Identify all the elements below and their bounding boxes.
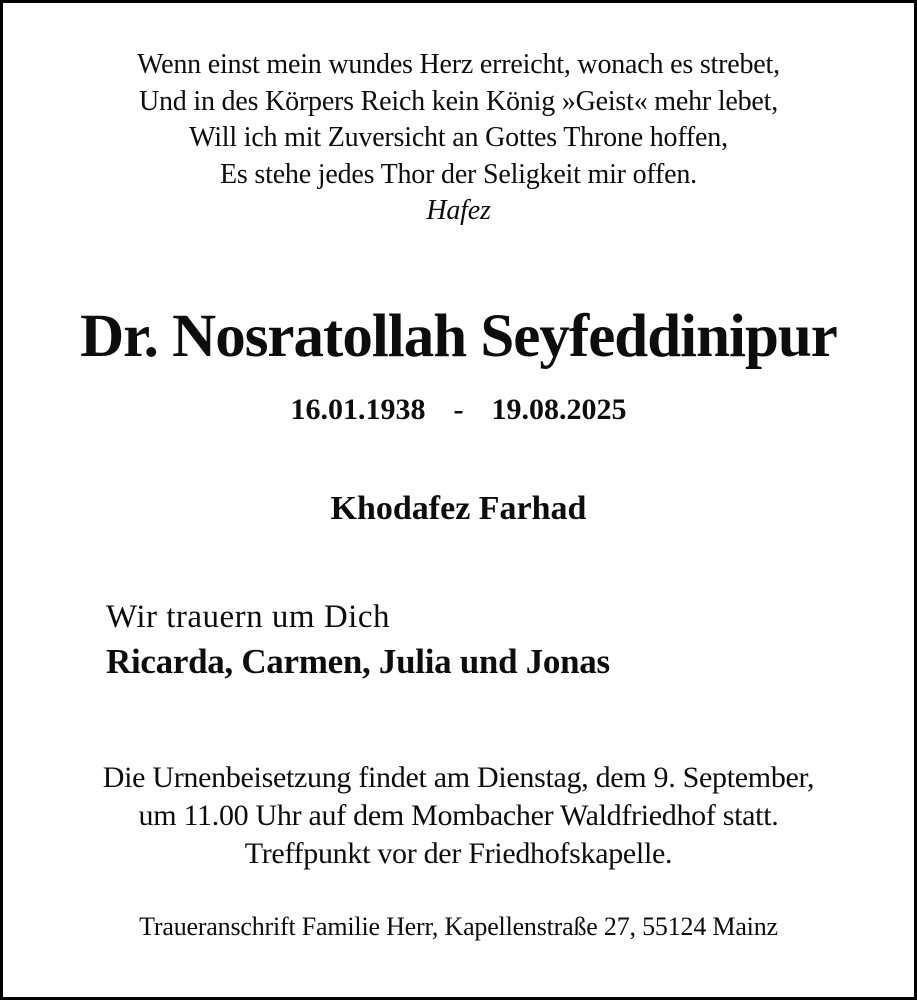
farewell-line: Khodafez Farhad xyxy=(330,489,587,527)
mourning-statement: Wir trauern um Dich xyxy=(106,598,390,635)
poem-line-4: Es stehe jedes Thor der Seligkeit mir offen. xyxy=(220,158,697,190)
dates-separator: - xyxy=(453,392,464,426)
funeral-info-line-3: Treffpunkt vor der Friedhofskapelle. xyxy=(244,836,673,870)
poem-block xyxy=(3,3,914,230)
birth-date: 16.01.1938 xyxy=(290,392,426,426)
funeral-info-block xyxy=(3,759,914,873)
death-date: 19.08.2025 xyxy=(491,392,627,426)
poem-attribution: Hafez xyxy=(426,195,491,226)
condolence-address: Traueranschrift Familie Herr, Kapellenstraße 27, 55124 Mainz xyxy=(139,911,778,941)
funeral-info-line-2: um 11.00 Uhr auf dem Mombacher Waldfriedhof statt. xyxy=(138,798,779,832)
deceased-name: Dr. Nosratollah Seyfeddinipur xyxy=(80,302,837,370)
funeral-info-line-1: Die Urnenbeisetzung findet am Dienstag, dem 9. September, xyxy=(102,760,815,794)
mourners-names: Ricarda, Carmen, Julia und Jonas xyxy=(106,641,610,681)
poem-line-2: Und in des Körpers Reich kein König »Geist« mehr lebet, xyxy=(138,85,779,117)
poem-line-1: Wenn einst mein wundes Herz erreicht, wonach es strebet, xyxy=(137,49,780,80)
poem-line-3: Will ich mit Zuversicht an Gottes Throne hoffen, xyxy=(189,122,728,153)
mourning-block xyxy=(3,595,914,685)
life-dates xyxy=(3,392,914,428)
